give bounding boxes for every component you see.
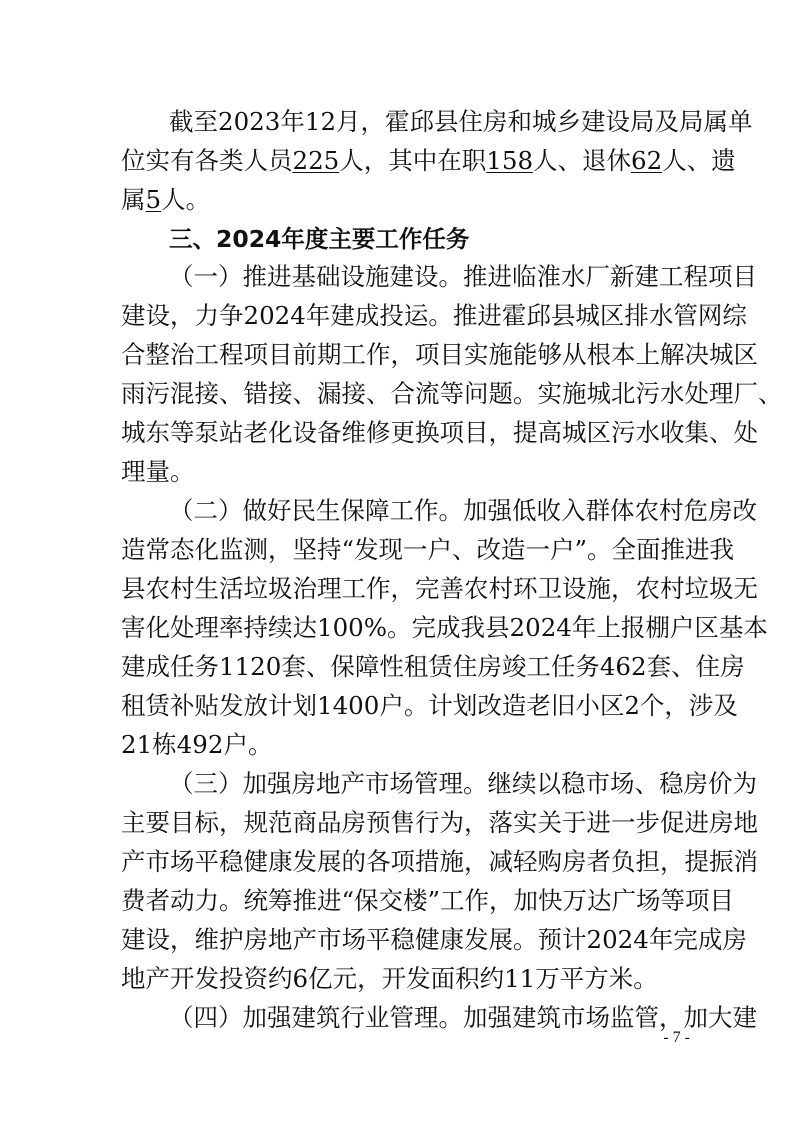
text-span: 人、遗 xyxy=(662,146,736,175)
text-span: 人。 xyxy=(161,185,211,214)
paragraph-line: 费者动力。统筹推进“保交楼”工作，加快万达广场等项目 xyxy=(121,886,735,915)
paragraph-line: 建设，维护房地产市场平稳健康发展。预计2024年完成房 xyxy=(121,925,747,954)
paragraph-line: 建成任务1120套、保障性租赁住房竣工任务462套、住房 xyxy=(121,652,745,681)
underlined-number: 62 xyxy=(631,146,663,175)
paragraph-line: 租赁补贴发放计划1400户。计划改造老旧小区2个，涉及 xyxy=(121,691,738,720)
underlined-number: 5 xyxy=(145,185,162,214)
paragraph-line: 主要目标，规范商品房预售行为，落实关于进一步促进房地 xyxy=(121,808,758,837)
text-span: 位实有各类人员 xyxy=(121,146,293,175)
paragraph-line: 害化处理率持续达100%。完成我县2024年上报棚户区基本 xyxy=(121,613,768,642)
paragraph-line: 县农村生活垃圾治理工作，完善农村环卫设施，农村垃圾无 xyxy=(121,574,758,603)
paragraph-line: 合整治工程项目前期工作，项目实施能够从根本上解决城区 xyxy=(121,340,758,369)
paragraph-line: 造常态化监测，坚持“发现一户、改造一户”。全面推进我 xyxy=(121,535,735,564)
underlined-number: 225 xyxy=(292,146,340,175)
paragraph-line: （三）加强房地产市场管理。继续以稳市场、稳房价为 xyxy=(169,769,757,798)
text-span: 人、退休 xyxy=(533,146,632,175)
paragraph-line xyxy=(169,102,753,142)
paragraph-line xyxy=(121,141,736,181)
text-span: 截至2023年12月，霍邱县住房和城乡建设局及局属单 xyxy=(169,107,753,136)
paragraph-line: 城东等泵站老化设备维修更换项目，提高城区污水收集、处 xyxy=(121,418,758,447)
page-number: - 7 - xyxy=(663,1029,690,1046)
paragraph-line: （二）做好民生保障工作。加强低收入群体农村危房改 xyxy=(169,496,757,525)
paragraph-line: 理量。 xyxy=(121,457,195,486)
paragraph-line: 雨污混接、错接、漏接、合流等问题。实施城北污水处理厂、 xyxy=(121,379,783,408)
paragraph-line: 21栋492户。 xyxy=(121,730,273,759)
paragraph-line: （一）推进基础设施建设。推进临淮水厂新建工程项目 xyxy=(169,262,757,291)
paragraph-line: 建设，力争2024年建成投运。推进霍邱县城区排水管网综 xyxy=(121,301,747,330)
text-span: 属 xyxy=(121,185,146,214)
paragraph-line: （四）加强建筑行业管理。加强建筑市场监管，加大建 xyxy=(169,1003,757,1032)
paragraph-line xyxy=(121,180,681,220)
text-span: 人，其中在职 xyxy=(339,146,487,175)
section-heading: 三、2024年度主要工作任务 xyxy=(169,225,470,253)
underlined-number: 158 xyxy=(486,146,534,175)
paragraph-line: 产市场平稳健康发展的各项措施，减轻购房者负担，提振消 xyxy=(121,847,758,876)
paragraph-line: 地产开发投资约6亿元，开发面积约11万平方米。 xyxy=(121,964,658,993)
